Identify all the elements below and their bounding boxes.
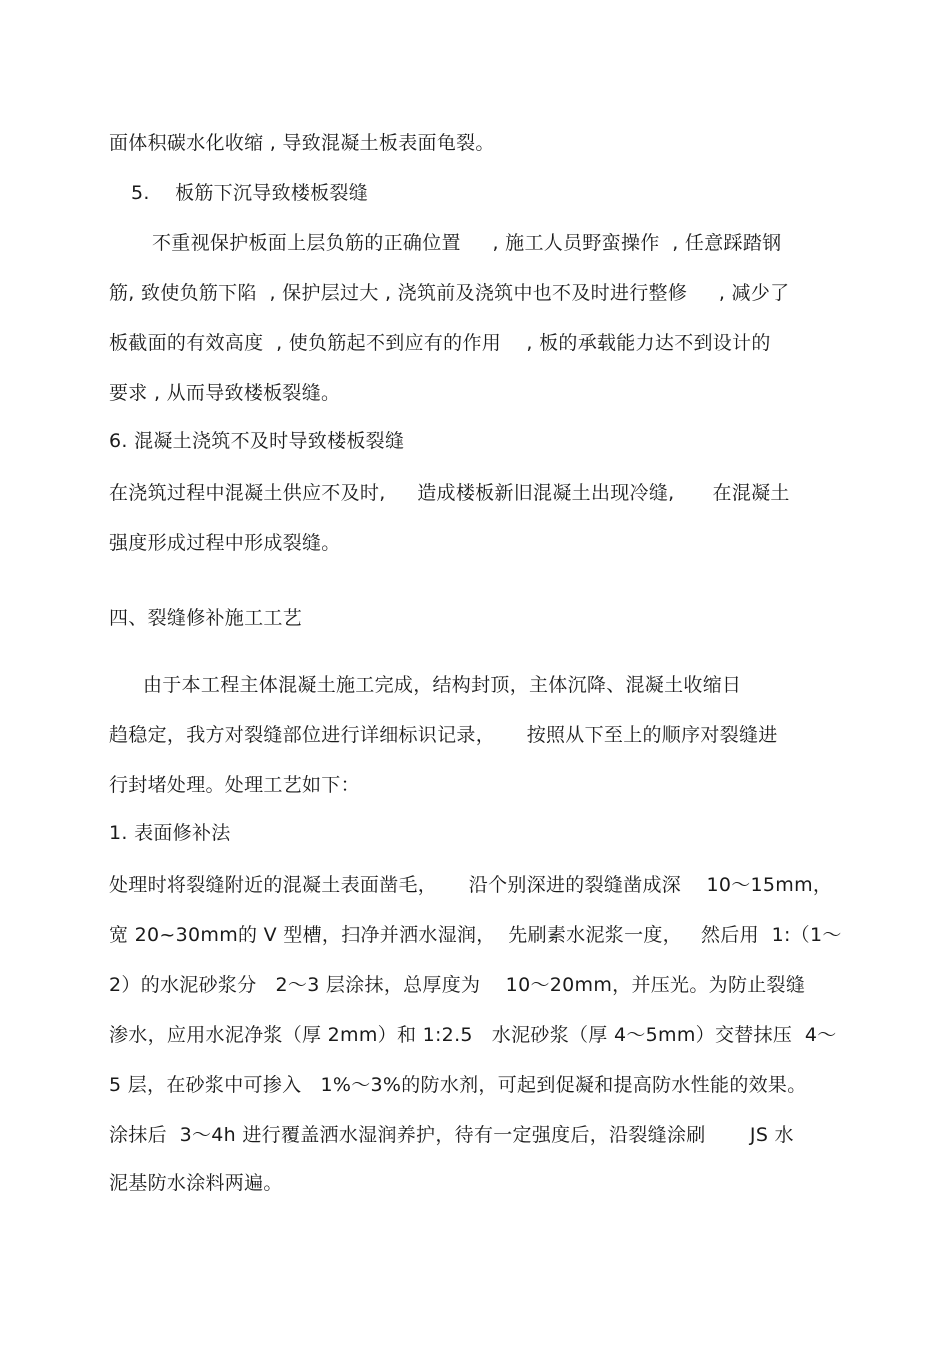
text-line: 要求 , 从而导致楼板裂缝。 xyxy=(109,382,341,404)
text-line: 不重视保护板面上层负筋的正确位置 , 施工人员野蛮操作 , 任意踩踏钢 xyxy=(152,232,782,254)
text-line: 宽 20~30mm的 V 型槽，扫净并洒水湿润， 先刷素水泥浆一度， 然后用 1:（1～ xyxy=(109,924,842,946)
text-line: 涂抹后 3～4h 进行覆盖洒水湿润养护，待有一定强度后，沿裂缝涂刷 JS 水 xyxy=(109,1124,794,1146)
text-line: 板截面的有效高度 , 使负筋起不到应有的作用 , 板的承载能力达不到设计的 xyxy=(109,332,771,354)
text-line: 泥基防水涂料两遍。 xyxy=(109,1172,283,1194)
text-line: 行封堵处理。处理工艺如下： xyxy=(109,774,360,796)
section-heading: 6. 混凝土浇筑不及时导致楼板裂缝 xyxy=(109,430,405,452)
text-line: 趋稳定，我方对裂缝部位进行详细标识记录， 按照从下至上的顺序对裂缝进 xyxy=(109,724,778,746)
text-line: 筋, 致使负筋下陷 , 保护层过大 , 浇筑前及浇筑中也不及时进行整修 , 减少了 xyxy=(109,282,790,304)
text-line: 渗水，应用水泥净浆（厚 2mm）和 1:2.5 水泥砂浆（厚 4～5mm）交替抹压 4～ xyxy=(109,1024,837,1046)
section-heading: 5. 板筋下沉导致楼板裂缝 xyxy=(131,182,369,204)
text-line: 处理时将裂缝附近的混凝土表面凿毛， 沿个别深进的裂缝凿成深 10～15mm， xyxy=(109,874,833,896)
text-line: 由于本工程主体混凝土施工完成，结构封顶，主体沉降、混凝土收缩日 xyxy=(143,674,742,696)
text-line: 5 层，在砂浆中可掺入 1%～3%的防水剂，可起到促凝和提高防水性能的效果。 xyxy=(109,1074,807,1096)
text-line: 2）的水泥砂浆分 2～3 层涂抹，总厚度为 10～20mm，并压光。为防止裂缝 xyxy=(109,974,806,996)
chapter-heading: 四、裂缝修补施工工艺 xyxy=(109,607,303,629)
text-line: 强度形成过程中形成裂缝。 xyxy=(109,532,341,554)
section-heading: 1. 表面修补法 xyxy=(109,822,231,844)
text-line: 在浇筑过程中混凝土供应不及时, 造成楼板新旧混凝土出现冷缝, 在混凝土 xyxy=(109,482,790,504)
text-line: 面体积碳水化收缩 , 导致混凝土板表面龟裂。 xyxy=(109,132,495,154)
